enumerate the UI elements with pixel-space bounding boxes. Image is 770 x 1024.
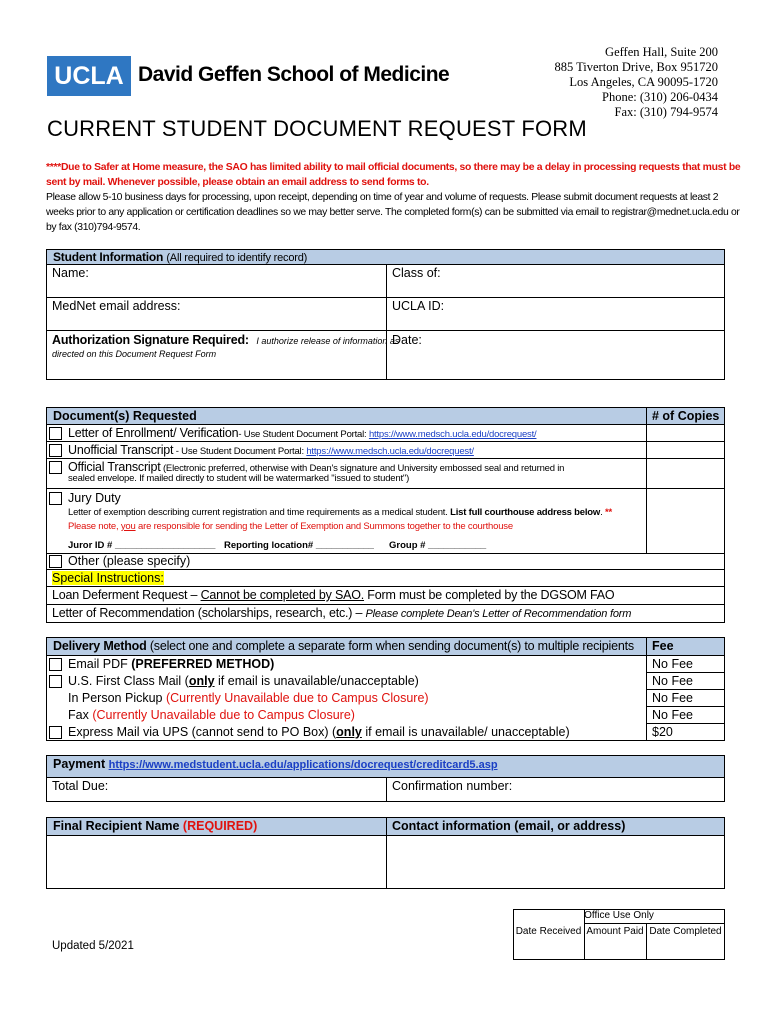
delivery-option-in-person: In Person Pickup (Currently Unavailable due to Campus Closure) — [68, 691, 429, 705]
delivery-option-email-pdf: Email PDF (PREFERRED METHOD) — [68, 657, 275, 671]
fee-fax: No Fee — [652, 708, 693, 722]
date-completed-label: Date Completed — [649, 926, 722, 937]
official-transcript-note: (Electronic preferred, otherwise with Dean's signature and University embossed seal and returned in — [160, 463, 565, 474]
amount-paid-label: Amount Paid — [586, 926, 644, 937]
logo-ucla-text: UCLA — [54, 62, 124, 90]
unofficial-copies-cell[interactable] — [648, 442, 724, 457]
jury-duty-checkbox[interactable] — [49, 492, 62, 505]
email-field[interactable] — [52, 299, 382, 329]
group-field[interactable]: Group # ___________ — [389, 540, 487, 551]
address-line: 885 Tiverton Drive, Box 951720 — [554, 60, 718, 74]
total-due-label: Total Due: — [52, 779, 109, 793]
enrollment-checkbox[interactable] — [49, 427, 62, 440]
enrollment-label: Letter of Enrollment/ Verification — [68, 426, 239, 440]
ucla-logo — [47, 56, 131, 96]
confirmation-number-label: Confirmation number: — [392, 779, 513, 793]
address-line: Los Angeles, CA 90095-1720 — [569, 75, 718, 89]
jury-duty-label: Jury Duty — [68, 491, 121, 505]
recipient-name-field[interactable] — [47, 836, 385, 888]
school-name: David Geffen School of Medicine — [138, 63, 450, 86]
ucla-id-label: UCLA ID: — [392, 299, 445, 313]
other-checkbox[interactable] — [49, 555, 62, 568]
recipient-title: Final Recipient Name (REQUIRED) — [53, 819, 258, 833]
notice — [46, 160, 740, 235]
official-copies-cell[interactable] — [648, 459, 724, 487]
jury-copies-cell[interactable] — [648, 489, 724, 552]
class-of-label: Class of: — [392, 266, 441, 280]
notice-processing-3: by fax (310)794-9574. — [46, 222, 141, 233]
official-transcript-checkbox[interactable] — [49, 461, 62, 474]
unofficial-portal-link[interactable]: https://www.medsch.ucla.edu/docrequest/ — [306, 446, 474, 457]
loan-deferment-note: Loan Deferment Request – Cannot be completed by SAO. Form must be completed by the DGSOM FAO — [52, 588, 615, 602]
letter-of-recommendation-note: Letter of Recommendation (scholarships, research, etc.) – Please complete Dean's Letter of Recommendation form — [52, 606, 632, 620]
enrollment-note: - Use Student Document Portal: — [238, 429, 369, 440]
confirmation-number-field[interactable] — [392, 779, 722, 799]
signature-field[interactable] — [52, 333, 400, 378]
payment-link[interactable]: https://www.medstudent.ucla.edu/applications/docrequest/creditcard5.asp — [108, 759, 498, 771]
address-line: Fax: (310) 794-9574 — [614, 105, 718, 119]
signature-label: Authorization Signature Required: — [52, 333, 249, 347]
jury-duty-warning: Please note, you are responsible for sending the Letter of Exemption and Summons together to the courthouse — [68, 521, 513, 532]
fee-us-mail: No Fee — [652, 674, 693, 688]
express-mail-checkbox[interactable] — [49, 726, 62, 739]
unofficial-transcript-row — [68, 443, 474, 457]
special-instructions-field[interactable] — [52, 571, 722, 585]
documents-title: Document(s) Requested — [53, 409, 197, 423]
delivery-option-us-mail: U.S. First Class Mail (only if email is unavailable/unacceptable) — [68, 674, 419, 688]
delivery-title: Delivery Method (select one and complete a separate form when sending document(s) to multiple recipients — [53, 639, 634, 653]
enrollment-copies-cell[interactable] — [648, 425, 724, 440]
fee-in-person: No Fee — [652, 691, 693, 705]
email-label: MedNet email address: — [52, 299, 181, 313]
official-transcript-label: Official Transcript — [68, 460, 161, 474]
total-due-field[interactable] — [52, 779, 382, 799]
date-field[interactable] — [392, 333, 722, 378]
notice-safer-at-home: ****Due to Safer at Home measure, the SAO has limited ability to mail official documents, so there may be a delay in processing requests that must be — [46, 162, 741, 173]
delivery-option-express-mail: Express Mail via UPS (cannot send to PO Box) (only if email is unavailable/ unacceptable) — [68, 725, 570, 739]
updated-date: Updated 5/2021 — [52, 940, 134, 952]
copies-header: # of Copies — [652, 409, 720, 423]
enrollment-portal-link[interactable]: https://www.medsch.ucla.edu/docrequest/ — [368, 429, 537, 440]
date-label: Date: — [392, 333, 422, 347]
form-title: CURRENT STUDENT DOCUMENT REQUEST FORM — [47, 116, 587, 141]
payment-title: Payment https://www.medstudent.ucla.edu/applications/docrequest/creditcard5.asp — [53, 757, 498, 771]
notice-processing: Please allow 5-10 business days for processing, upon receipt, depending on time of year and volume of requests. Please submit document requests at least 2 — [46, 192, 719, 203]
email-pdf-checkbox[interactable] — [49, 658, 62, 671]
us-mail-checkbox[interactable] — [49, 675, 62, 688]
signature-note-2: directed on this Document Request Form — [52, 349, 217, 359]
ucla-id-field[interactable] — [392, 299, 722, 329]
class-of-field[interactable] — [392, 266, 722, 296]
unofficial-transcript-checkbox[interactable] — [49, 444, 62, 457]
special-instructions-label: Special Instructions: — [52, 571, 164, 585]
date-received-label: Date Received — [515, 926, 582, 937]
student-info-title: Student Information (All required to identify record) — [53, 250, 308, 264]
address-line: Phone: (310) 206-0434 — [602, 90, 718, 104]
signature-note: I authorize release of information as — [256, 336, 400, 346]
reporting-location-field[interactable]: Reporting location# ___________ — [224, 540, 374, 551]
contact-info-title: Contact information (email, or address) — [392, 819, 626, 833]
other-label: Other (please specify) — [68, 554, 191, 568]
contact-info-field[interactable] — [387, 836, 724, 888]
delivery-option-fax: Fax (Currently Unavailable due to Campus Closure) — [68, 708, 355, 722]
office-address — [554, 45, 718, 120]
notice-safer-at-home-2: sent by mail. Whenever possible, please obtain an email address to send forms to. — [46, 177, 429, 188]
official-transcript-note-2: sealed envelope. If mailed directly to student will be watermarked "issued to student") — [68, 473, 410, 484]
fee-express-mail: $20 — [652, 725, 673, 739]
unofficial-transcript-label: Unofficial Transcript — [68, 443, 174, 457]
office-use-title: Office Use Only — [584, 910, 654, 921]
official-transcript-row — [68, 460, 564, 484]
fee-header: Fee — [652, 639, 674, 653]
juror-id-field[interactable]: Juror ID # ___________________ — [68, 540, 216, 551]
fee-email-pdf: No Fee — [652, 657, 693, 671]
enrollment-row — [68, 426, 536, 440]
jury-duty-note: Letter of exemption describing current registration and time requirements as a medical student. List full courthouse address below. ** — [68, 507, 612, 518]
address-line: Geffen Hall, Suite 200 — [605, 45, 718, 59]
name-field[interactable] — [52, 266, 382, 296]
name-label: Name: — [52, 266, 89, 280]
notice-processing-2: weeks prior to any application or certification deadlines so we may better serve. The completed form(s) can be submitted via email to registrar@mednet.ucla.edu or — [46, 207, 740, 218]
unofficial-transcript-note: - Use Student Document Portal: — [173, 446, 307, 457]
